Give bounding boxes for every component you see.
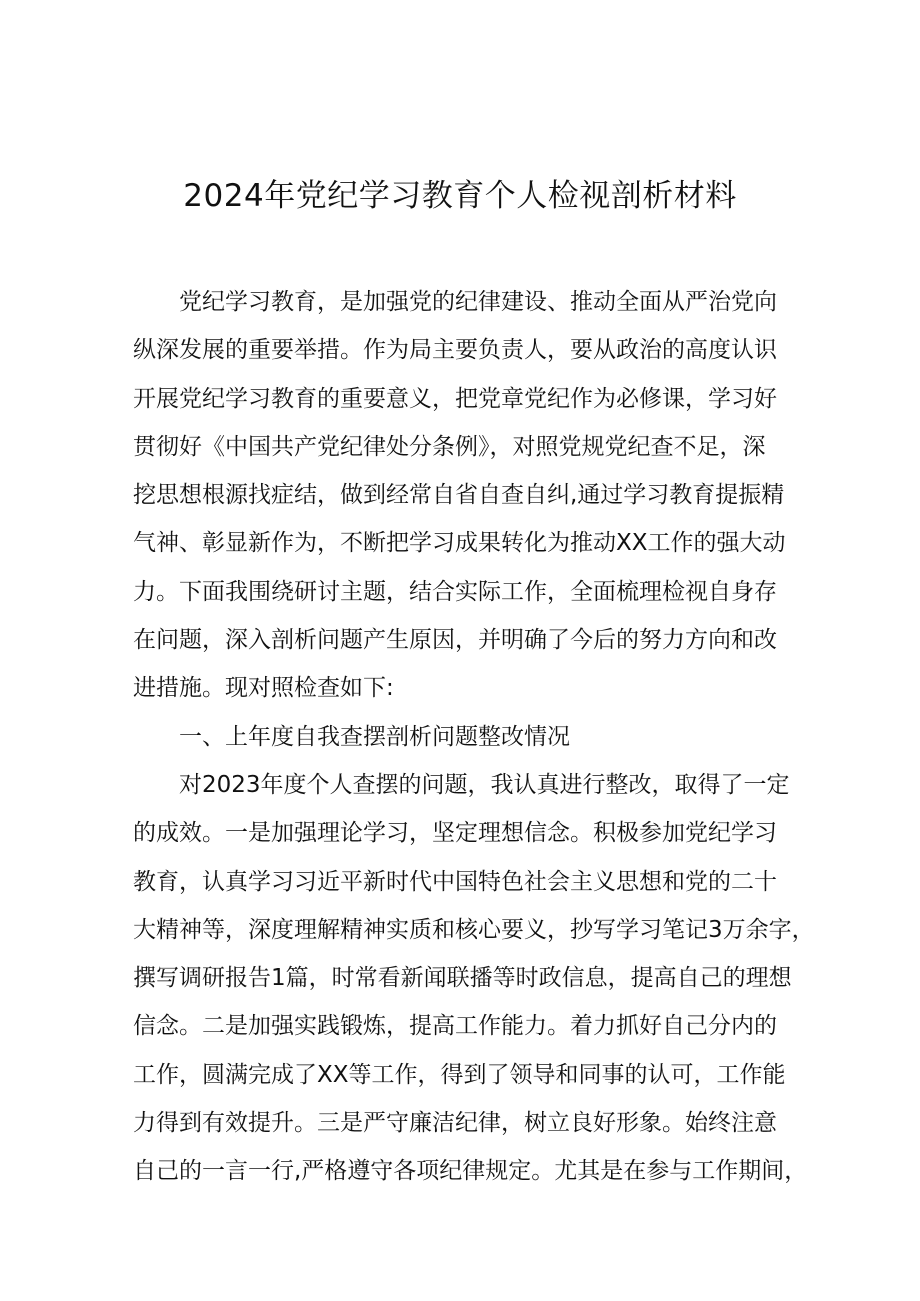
document-body bbox=[133, 278, 815, 1196]
paragraph-line: 气神、彰显新作为，不断把学习成果转化为推动XX工作的强大动 bbox=[133, 530, 786, 557]
section-heading: 一、上年度自我查摆剖析问题整改情况 bbox=[179, 723, 570, 750]
paragraph-line: 纵深发展的重要举措。作为局主要负责人，要从政治的高度认识 bbox=[133, 337, 777, 364]
document-title: 2024年党纪学习教育个人检视剖析材料 bbox=[183, 178, 737, 214]
paragraph-line: 的成效。一是加强理论学习，坚定理想信念。积极参加党纪学习 bbox=[133, 820, 777, 847]
paragraph-line: 进措施。现对照检查如下: bbox=[133, 675, 394, 702]
paragraph-line: 开展党纪学习教育的重要意义，把党章党纪作为必修课，学习好 bbox=[133, 385, 777, 412]
paragraph-line: 大精神等，深度理解精神实质和核心要义，抄写学习笔记3万余字， bbox=[133, 916, 815, 943]
paragraph-line: 挖思想根源找症结，做到经常自省自查自纠,通过学习教育提振精 bbox=[133, 482, 785, 509]
paragraph-line: 工作，圆满完成了XX等工作，得到了领导和同事的认可，工作能 bbox=[133, 1061, 786, 1088]
paragraph-line: 对2023年度个人查摆的问题，我认真进行整改，取得了一定 bbox=[179, 771, 790, 798]
paragraph-line: 党纪学习教育，是加强党的纪律建设、推动全面从严治党向 bbox=[179, 289, 777, 315]
paragraph-line: 信念。二是加强实践锻炼，提高工作能力。着力抓好自己分内的 bbox=[133, 1013, 777, 1040]
paragraph-line: 自己的一言一行,严格遵守各项纪律规定。尤其是在参与工作期间， bbox=[133, 1158, 808, 1185]
paragraph-line: 在问题，深入剖析问题产生原因，并明确了今后的努力方向和改 bbox=[133, 627, 777, 654]
paragraph-line: 撰写调研报告1篇，时常看新闻联播等时政信息，提高自己的理想 bbox=[133, 965, 792, 992]
paragraph-line: 力得到有效提升。三是严守廉洁纪律，树立良好形象。始终注意 bbox=[133, 1110, 777, 1137]
paragraph-line: 教育，认真学习习近平新时代中国特色社会主义思想和党的二十 bbox=[133, 868, 777, 895]
paragraph-line: 力。下面我围绕研讨主题，结合实际工作，全面梳理检视自身存 bbox=[133, 578, 777, 605]
paragraph-line: 贯彻好《中国共产党纪律处分条例》，对照党规党纪查不足，深 bbox=[133, 433, 766, 460]
